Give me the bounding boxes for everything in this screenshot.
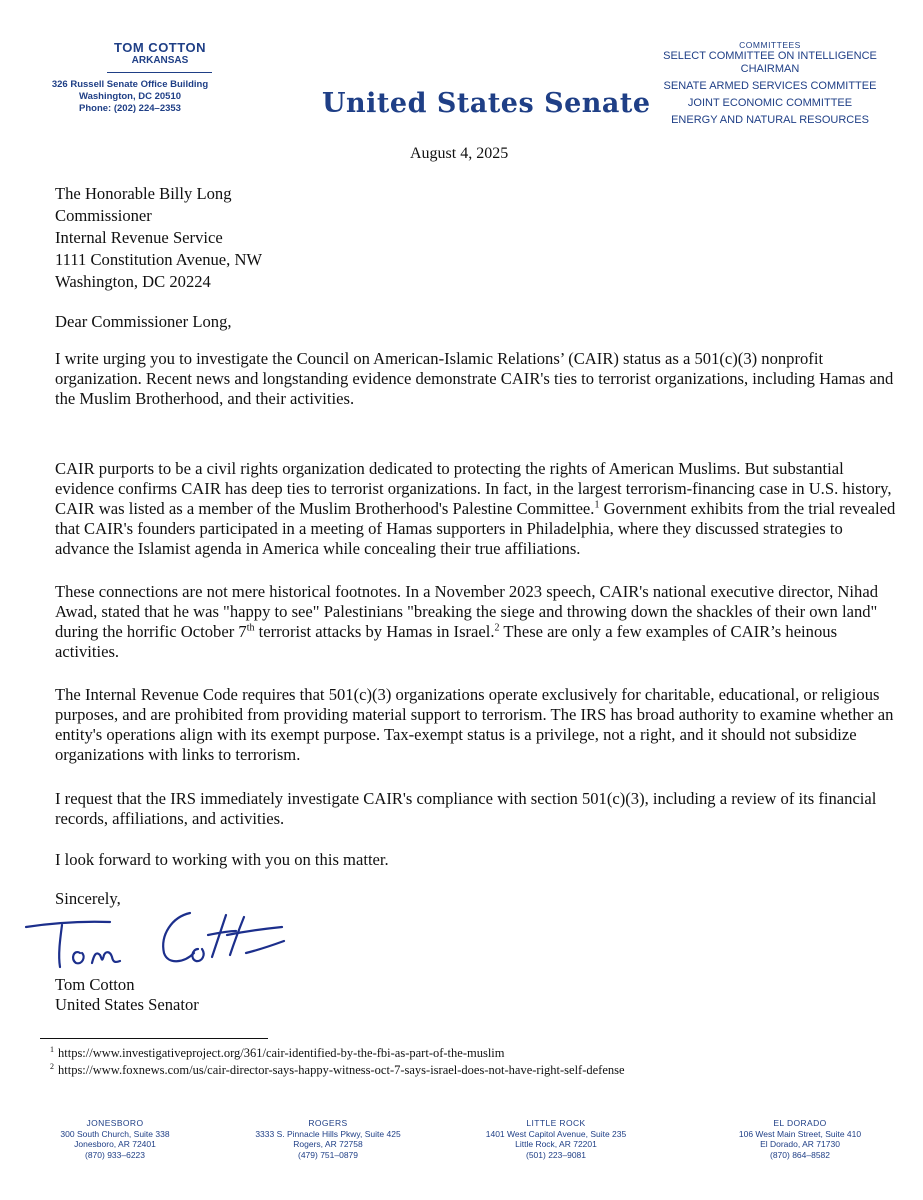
office-address-line1: 326 Russell Senate Office Building (51, 79, 209, 90)
office-street: 106 West Main Street, Suite 410 (738, 1128, 862, 1139)
office-city: LITTLE ROCK (526, 1118, 586, 1128)
office-citystate: El Dorado, AR 71730 (760, 1139, 840, 1149)
signer-name: Tom Cotton (55, 975, 135, 994)
recipient-line: 1111 Constitution Avenue, NW (55, 250, 263, 269)
paragraph-6: I look forward to working with you on this matter. (55, 850, 389, 869)
paragraph-2 (55, 459, 900, 559)
paragraph-2-text-b: Government exhibits from the trial revealed that CAIR's founders participated in a meeting of Hamas supporters in Philadelphia, where they discussed strategies to advance the Islamist agenda in America while concealing their true affiliations. (55, 499, 896, 558)
recipient-line: The Honorable Billy Long (55, 184, 232, 203)
office-jonesboro (20, 1118, 210, 1160)
committee-role: CHAIRMAN (740, 63, 800, 75)
paragraph-3-text-b: terrorist attacks by Hamas in Israel. (254, 622, 495, 641)
recipient-line: Internal Revenue Service (55, 228, 223, 247)
committee-item: SENATE ARMED SERVICES COMMITTEE (663, 80, 877, 92)
ordinal-suffix: th (246, 622, 255, 634)
senator-name: TOM COTTON (114, 40, 206, 55)
senate-title: United States Senate (322, 88, 651, 119)
office-citystate: Rogers, AR 72758 (293, 1139, 363, 1149)
office-phone: Phone: (202) 224–2353 (79, 103, 181, 114)
office-city: ROGERS (308, 1118, 348, 1128)
paragraph-3 (55, 582, 900, 662)
letterhead-divider (107, 72, 212, 73)
footnote-number: 2 (50, 1061, 54, 1071)
office-phone: (479) 751–0879 (297, 1149, 359, 1160)
signature (22, 905, 302, 975)
footnote-1 (50, 1046, 505, 1061)
recipient-line: Commissioner (55, 206, 152, 225)
committee-item: JOINT ECONOMIC COMMITTEE (687, 97, 853, 109)
letter-date: August 4, 2025 (410, 145, 509, 162)
senator-state: ARKANSAS (131, 55, 189, 66)
committee-item: ENERGY AND NATURAL RESOURCES (671, 114, 869, 126)
footnote-number: 1 (50, 1044, 54, 1054)
salutation: Dear Commissioner Long, (55, 312, 232, 331)
paragraph-4: The Internal Revenue Code requires that 501(c)(3) organizations operate exclusively for charitable, educational, or religious purposes, and are prohibited from providing material support to terrorism. The IRS has broad authority to examine whether an entity's operations align with its exempt purpose. Tax-exempt status is a privilege, not a right, and it should not subsidize organizations with links to terrorism. (55, 685, 894, 764)
recipient-address (55, 183, 900, 293)
paragraph-3-text-c: These are only a few examples of CAIR’s heinous activities. (55, 622, 838, 661)
paragraph-5: I request that the IRS immediately investigate CAIR's compliance with section 501(c)(3), including a review of its financial records, affiliations, and activities. (55, 789, 877, 828)
office-phone: (870) 933–6223 (84, 1149, 146, 1160)
office-street: 1401 West Capitol Avenue, Suite 235 (485, 1128, 627, 1139)
committees-label: COMMITTEES (739, 40, 801, 50)
office-citystate: Jonesboro, AR 72401 (74, 1139, 156, 1149)
office-phone: (870) 864–8582 (769, 1149, 831, 1160)
footnote-divider (40, 1038, 268, 1039)
recipient-line: Washington, DC 20224 (55, 272, 211, 291)
office-city: EL DORADO (773, 1118, 827, 1128)
office-street: 300 South Church, Suite 338 (60, 1128, 170, 1139)
footnote-url: https://www.foxnews.com/us/cair-director-says-happy-witness-oct-7-says-israel-does-not-have-right-self-defense (58, 1063, 625, 1077)
office-street: 3333 S. Pinnacle Hills Pkwy, Suite 425 (255, 1128, 401, 1139)
office-el-dorado (700, 1118, 900, 1160)
signer-title: United States Senator (55, 995, 199, 1014)
signer-block (55, 975, 900, 1015)
office-citystate: Little Rock, AR 72201 (515, 1139, 597, 1149)
committee-item: SELECT COMMITTEE ON INTELLIGENCE (663, 50, 877, 62)
paragraph-2-text-a: CAIR purports to be a civil rights organization dedicated to protecting the rights of American Muslims. But substantial evidence confirms CAIR has deep ties to terrorist organizations. In fact, in the largest terrorism-financing case in U.S. history, CAIR was listed as a member of the Muslim Brotherhood's Palestine Committee. (55, 459, 892, 518)
office-rogers (228, 1118, 428, 1160)
office-little-rock (456, 1118, 656, 1160)
office-phone: (501) 223–9081 (525, 1149, 587, 1160)
footnote-ref-2: 2 (494, 622, 500, 634)
paragraph-3-text-a: These connections are not mere historical footnotes. In a November 2023 speech, CAIR's national executive director, Nihad Awad, stated that he was "happy to see" Palestinians "breaking the siege and throwing down the shackles of their own land" during the horrific October 7 (55, 582, 878, 641)
footnote-ref-1: 1 (594, 499, 600, 511)
letterhead-left (30, 40, 230, 115)
paragraph-1: I write urging you to investigate the Council on American-Islamic Relations’ (CAIR) status as a 501(c)(3) nonprofit organization. Recent news and longstanding evidence demonstrate CAIR's ties to terrorist organizations, including Hamas and the Muslim Brotherhood, and their activities. (55, 349, 894, 408)
footnote-url: https://www.investigativeproject.org/361/cair-identified-by-the-fbi-as-part-of-the-muslim (58, 1046, 505, 1060)
footnote-2 (50, 1063, 625, 1078)
closing: Sincerely, (55, 889, 121, 908)
committees-block (640, 40, 900, 127)
office-city: JONESBORO (86, 1118, 144, 1128)
office-address-line2: Washington, DC 20510 (78, 91, 182, 102)
